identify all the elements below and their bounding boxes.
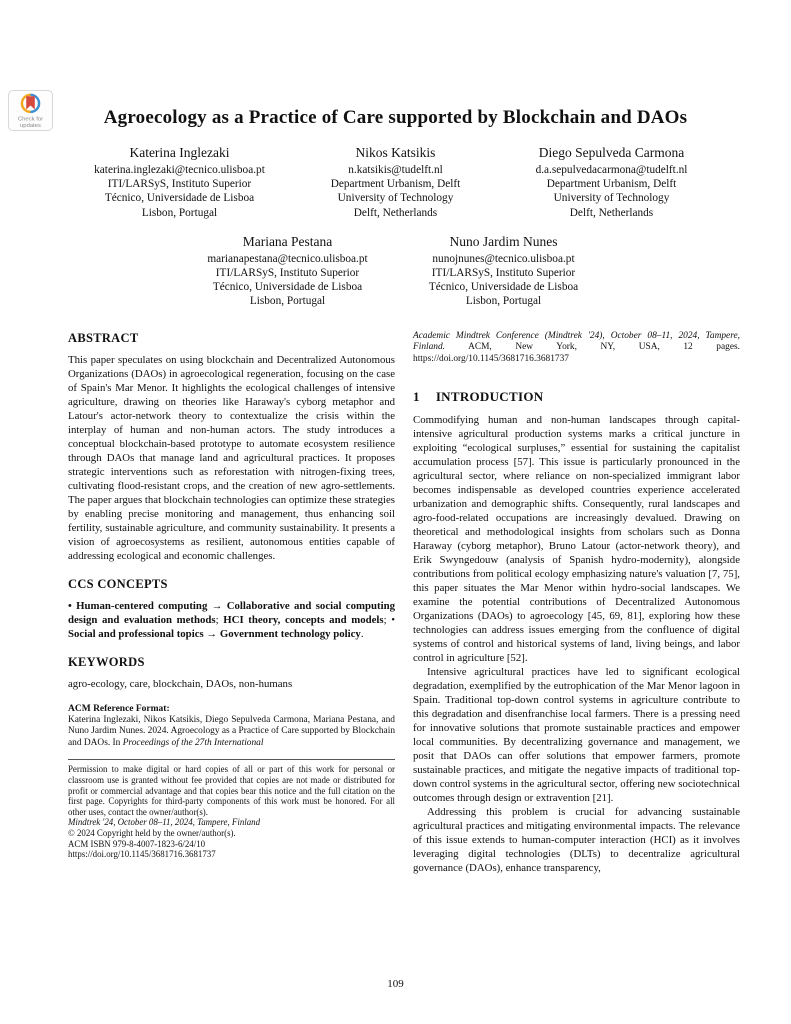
permission-text: Permission to make digital or hard copies of all or part of this work for personal or classroom use is granted without fee provided that copies are not made or distributed for profit or commercial advantage and that copies bear this notice and the full citation on the first page. Copyrights for third-party components of this work must be honored. For all other uses, contact the owner/author(s).: [68, 764, 395, 817]
citation-plain: ACM, New York, NY, USA, 12 pages. https://doi.org/10.1145/3681716.3681737: [413, 342, 740, 364]
abstract-heading: ABSTRACT: [68, 330, 139, 345]
crossmark-check-for-updates-badge[interactable]: [8, 90, 53, 131]
author-block: [180, 233, 396, 309]
intro-paragraph-3: Addressing this problem is crucial for advancing sustainable agricultural practices and mitigating environmental impacts. The relevance of this issue extends to human-computer interaction (HCI) as it involves leveraging digital technologies (DLTs) to decentralize agricultural governance (DAOs), enhance transparency,: [413, 806, 740, 875]
permission-isbn: ACM ISBN 979-8-4007-1823-6/24/10: [68, 838, 206, 849]
ccs-heading: CCS CONCEPTS: [68, 576, 168, 591]
author-block: [72, 144, 288, 220]
author-block: [288, 144, 504, 220]
footnote-rule: [68, 759, 395, 760]
author-affiliation-line1: ITI/LARSyS, Instituto Superior: [431, 267, 576, 280]
author-affiliation-line1: ITI/LARSyS, Instituto Superior: [107, 178, 252, 191]
author-email: nunojnunes@tecnico.ulisboa.pt: [432, 252, 575, 265]
paper-title: Agroecology as a Practice of Care supported by Blockchain and DAOs: [103, 107, 688, 128]
ccs-concepts-text: [68, 599, 395, 641]
author-email: n.katsikis@tudelft.nl: [348, 164, 443, 176]
author-name: Mariana Pestana: [242, 233, 333, 249]
ccs-segment: HCI theory, concepts and models: [223, 613, 384, 626]
author-affiliation-line2: Técnico, Universidade de Lisboa: [428, 281, 579, 294]
permission-block: [68, 764, 395, 859]
author-affiliation-line1: Department Urbanism, Delft: [546, 178, 677, 191]
author-city: Delft, Netherlands: [569, 206, 654, 219]
permission-doi-link[interactable]: https://doi.org/10.1145/3681716.3681737: [68, 849, 216, 860]
author-city: Delft, Netherlands: [353, 206, 438, 219]
acm-reference-plain: Katerina Inglezaki, Nikos Katsikis, Diego Sepulveda Carmona, Mariana Pestana, and Nuno Jardim Nunes. 2024. Agroecology as a Practice of Care supported by Blockchain and DAOs. In: [68, 714, 396, 748]
author-affiliation-line1: Department Urbanism, Delft: [330, 178, 461, 191]
author-affiliation-line2: University of Technology: [337, 192, 454, 205]
left-column: [68, 331, 395, 876]
author-city: Lisbon, Portugal: [141, 206, 218, 219]
acm-reference-format-heading: ACM Reference Format:: [68, 703, 170, 714]
author-affiliation-line1: ITI/LARSyS, Instituto Superior: [215, 267, 360, 280]
abstract-text: This paper speculates on using blockchain and Decentralized Autonomous Organizations (DAOs) in agroecological regeneration, focusing on the case of Spain's Mar Menor. It highlights the ecological challenges of intensive agriculture, drawing on theories like Haraway's cyborg metaphor and Latour's actor-network theory to contextualize the crisis within the interplay of human and non-human actors. The study introduces a conceptual blockchain-based prototype to automate ecosystem resilience through DAOs that manage land and agricultural practices. It proposes strategic interventions such as reforestation with nitrogen-fixing trees, cultivating flood-resistant crops, and the creation of new agro-settlements. The paper argues that blockchain technologies can optimize these strategies by enabling precise monitoring and management, thus enhancing soil fertility, sustainable agriculture, and community sustainability. It presents a vision of agroecosystems as resilient, autonomous entities capable of addressing ecological and economic challenges.: [68, 353, 395, 562]
author-affiliation-line2: Técnico, Universidade de Lisboa: [104, 192, 255, 205]
author-block: [504, 144, 720, 220]
two-column-body: [0, 331, 791, 876]
author-email: d.a.sepulvedacarmona@tudelft.nl: [535, 164, 688, 176]
author-email: marianapestana@tecnico.ulisboa.pt: [207, 252, 368, 265]
permission-venue: Mindtrek '24, October 08–11, 2024, Tampere, Finland: [68, 817, 261, 828]
author-name: Katerina Inglezaki: [129, 145, 230, 160]
keywords-text: agro-ecology, care, blockchain, DAOs, non-humans: [68, 677, 293, 690]
section-title: INTRODUCTION: [435, 389, 544, 405]
ccs-separator: ; •: [383, 613, 395, 626]
author-block: [396, 233, 612, 309]
badge-label-line2: updates: [20, 123, 41, 130]
ccs-period: .: [360, 627, 364, 640]
crossmark-icon: [9, 91, 52, 130]
author-name: Nikos Katsikis: [355, 145, 436, 160]
author-affiliation-line2: University of Technology: [553, 192, 670, 205]
intro-paragraph-1: Commodifying human and non-human landscapes through capital-intensive agricultural production systems marks a critical juncture in exploiting “ecological surpluses,” essential for sustaining the capitalist accumulation process [57]. This issue is particularly pronounced in the agricultural sector, where reliance on non-specialized immigrant labor becomes indispensable as developed countries experience accelerated urbanization and demographic shifts. Consequently, rural landscapes and agro-food-related occupations are increasingly devalued. Drawing on theoretical and methodological insights from scholars such as Donna Haraway (cyborg metaphor), Bruno Latour (actor-network theory), and Erik Swyngedouw (analysis of Spanish hydro-modernity), alongside contributions from political ecology emphasizing nature's valuation [7, 75], this paper situates the Mar Menor within hydro-social landscapes. We examine the potential contributions of Decentralized Autonomous Organizations (DAOs) to agroecology [45, 69, 81], exploring how these technologies can address issues emerging from the confluence of digital systems of control and historical systems of land, living beings, and labor control in agriculture [52].: [413, 414, 740, 665]
author-city: Lisbon, Portugal: [249, 295, 326, 308]
authors-row-2: [0, 233, 791, 309]
author-name: Nuno Jardim Nunes: [449, 233, 558, 249]
intro-paragraph-2: Intensive agricultural practices have led to significant ecological degradation, exemplified by the eutrophication of the Mar Menor lagoon in Spain. Traditional top-down control systems in agriculture contribute to this degradation and disenfranchise local farmers. There is a pressing need for innovative solutions that promote sustainable practices and empower local communities. By decentralizing governance and management, we posit that DAOs can offer solutions that empower farmers, promote sustainable practices, and mitigate the negative impacts of traditional top-down control systems in the agricultural sector, offering new sociotechnical outcomes through design or extravention [21].: [413, 666, 740, 805]
ccs-segment: Social and professional topics → Government technology policy: [68, 627, 361, 640]
page-number: 109: [387, 978, 404, 990]
introduction-heading: [413, 389, 740, 405]
author-city: Lisbon, Portugal: [465, 295, 542, 308]
acm-reference-italic: Proceedings of the 27th International: [122, 737, 264, 748]
author-email: katerina.inglezaki@tecnico.ulisboa.pt: [94, 164, 265, 176]
badge-label-line1: Check for: [17, 116, 44, 123]
citation-continuation: [413, 331, 740, 366]
section-number: 1: [413, 389, 420, 405]
authors-row-1: [0, 144, 791, 220]
author-name: Diego Sepulveda Carmona: [538, 145, 685, 160]
ccs-separator: ;: [215, 613, 224, 626]
badge-ribbon-icon: [26, 96, 35, 109]
author-affiliation-line2: Técnico, Universidade de Lisboa: [212, 281, 363, 294]
ccs-segment: • Human-centered computing → Collaborative and social computing design and evaluation methods: [68, 599, 395, 626]
permission-copyright: © 2024 Copyright held by the owner/author(s).: [68, 827, 236, 838]
keywords-heading: KEYWORDS: [68, 654, 145, 669]
citation-venue-italic: Academic Mindtrek Conference (Mindtrek '24), October 08–11, 2024, Tampere, Finland.: [413, 330, 740, 353]
right-column: [413, 331, 740, 876]
acm-reference-text: [68, 715, 395, 750]
